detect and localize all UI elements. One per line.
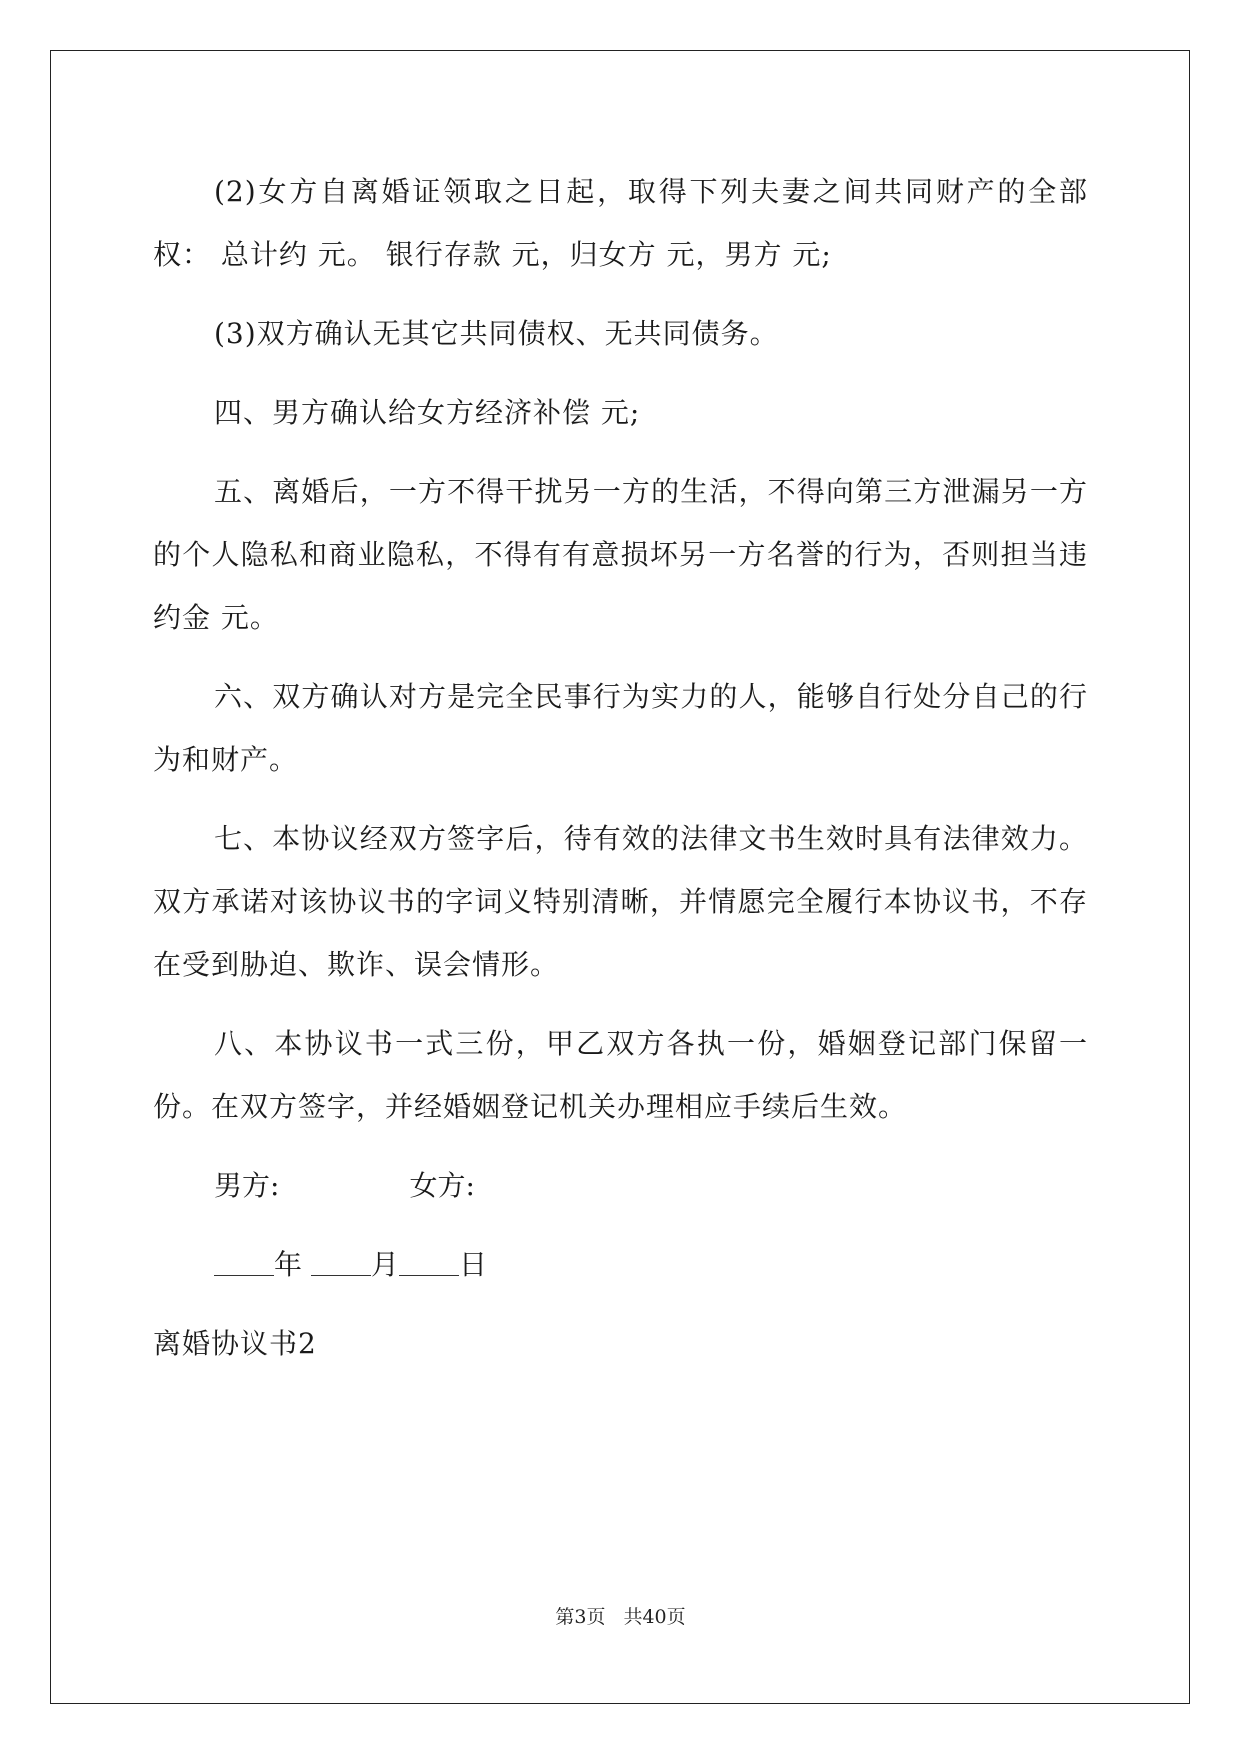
paragraph-property-division: (2)女方自离婚证领取之日起，取得下列夫妻之间共同财产的全部权： 总计约 元。 银行存款 元，归女方 元，男方 元; bbox=[153, 175, 1088, 271]
female-signature-label: 女方: bbox=[409, 1169, 475, 1202]
paragraph-compensation: 四、男方确认给女方经济补偿 元; bbox=[214, 396, 641, 429]
day-blank bbox=[399, 1247, 459, 1276]
year-blank bbox=[214, 1247, 274, 1276]
month-label: 月 bbox=[370, 1248, 399, 1281]
day-label: 日 bbox=[458, 1248, 487, 1281]
page-footer bbox=[0, 1602, 1241, 1629]
date-row bbox=[153, 1233, 1088, 1296]
male-signature-label: 男方: bbox=[214, 1169, 280, 1202]
paragraph-copies: 八、本协议书一式三份，甲乙双方各执一份，婚姻登记部门保留一份。在双方签字，并经婚姻登记机关办理相应手续后生效。 bbox=[153, 1027, 1088, 1123]
next-agreement-title: 离婚协议书2 bbox=[153, 1327, 317, 1360]
page-number: 第3页 bbox=[555, 1606, 606, 1628]
paragraph-capacity: 六、双方确认对方是完全民事行为实力的人，能够自行处分自己的行为和财产。 bbox=[153, 680, 1088, 776]
paragraph-effectiveness: 七、本协议经双方签字后，待有效的法律文书生效时具有法律效力。双方承诺对该协议书的字词义特别清晰，并情愿完全履行本协议书，不存在受到胁迫、欺诈、误会情形。 bbox=[153, 822, 1088, 981]
document-body bbox=[153, 160, 1088, 1375]
page-total: 共40页 bbox=[623, 1606, 686, 1628]
signature-row bbox=[153, 1154, 1088, 1217]
year-label: 年 bbox=[274, 1248, 303, 1281]
paragraph-debts: (3)双方确认无其它共同债权、无共同债务。 bbox=[214, 317, 779, 350]
month-blank bbox=[311, 1247, 371, 1276]
paragraph-privacy: 五、离婚后，一方不得干扰另一方的生活，不得向第三方泄漏另一方的个人隐私和商业隐私，不得有有意损坏另一方名誉的行为，否则担当违约金 元。 bbox=[153, 475, 1088, 634]
